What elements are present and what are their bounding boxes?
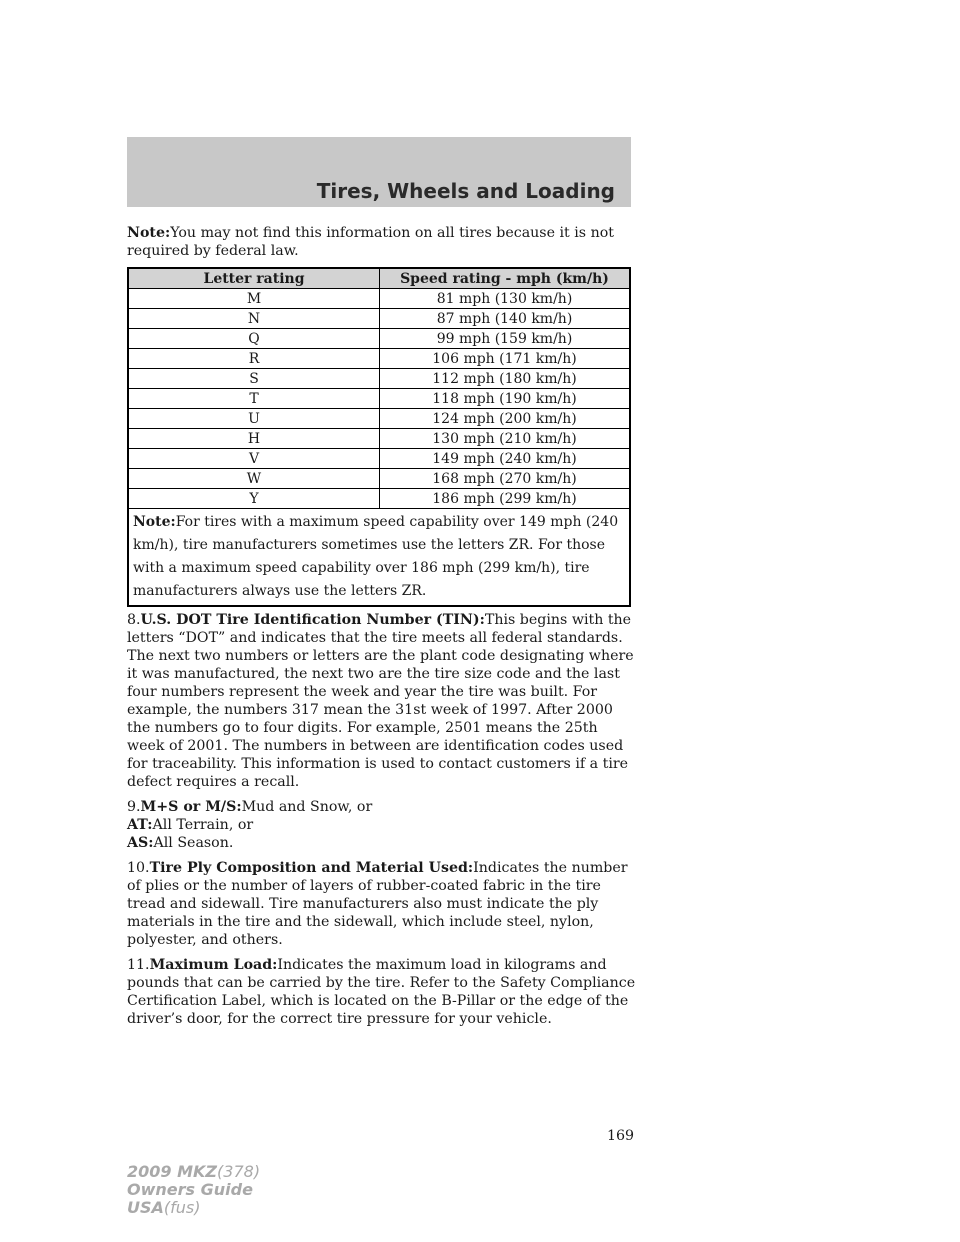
intro-note-label: Note: (127, 225, 171, 241)
page-content (127, 224, 637, 1035)
table-row (128, 429, 630, 449)
table-header-row (128, 268, 630, 289)
letter-cell: W (128, 469, 380, 489)
table-row (128, 469, 630, 489)
speed-cell: 168 mph (270 km/h) (380, 469, 631, 489)
footer-line-3 (127, 1199, 260, 1217)
speed-cell: 112 mph (180 km/h) (380, 369, 631, 389)
table-row (128, 389, 630, 409)
item-10 (127, 859, 637, 949)
letter-cell: V (128, 449, 380, 469)
speed-cell: 87 mph (140 km/h) (380, 309, 631, 329)
footer (127, 1163, 260, 1217)
item-9-at-text: All Terrain, or (152, 817, 254, 833)
letter-cell: Y (128, 489, 380, 509)
item-11-text: Indicates the maximum load in kilograms and pounds that can be carried by the tire. Refer to the Safety Compliance Certification Label, which is located on the B-Pillar or the edge of the driver’s door, for the correct tire pressure for your vehicle. (127, 957, 636, 1027)
speed-cell: 186 mph (299 km/h) (380, 489, 631, 509)
table-row (128, 329, 630, 349)
header-letter-rating: Letter rating (128, 268, 380, 289)
footer-model-code: (378) (217, 1162, 261, 1181)
speed-cell: 124 mph (200 km/h) (380, 409, 631, 429)
letter-cell: S (128, 369, 380, 389)
section-title: Tires, Wheels and Loading (316, 179, 615, 203)
item-8-text: This begins with the letters “DOT” and indicates that the tire meets all federal standards. The next two numbers or letters are the plant code designating where it was manufactured, the next two are the tire size code and the last four numbers represent the week and year the tire was built. For example, the numbers 317 mean the 31st week of 1997. After 2000 the numbers go to four digits. For example, 2501 means the 25th week of 2001. The numbers in between are identification codes used for traceability. This information is used to contact customers if a tire defect requires a recall. (127, 612, 634, 790)
footer-model: 2009 MKZ (127, 1162, 218, 1181)
intro-note-text: You may not find this information on all tires because it is not required by federal law. (127, 225, 614, 259)
letter-cell: U (128, 409, 380, 429)
item-9-at-title: AT: (127, 817, 153, 833)
item-9-ms-text: Mud and Snow, or (241, 799, 373, 815)
table-row (128, 349, 630, 369)
table-row (128, 489, 630, 509)
item-9-as-text: All Season. (153, 835, 234, 851)
item-8-number: 8. (127, 612, 141, 628)
letter-cell: M (128, 289, 380, 309)
footer-guide: Owners Guide (127, 1180, 253, 1199)
speed-cell: 149 mph (240 km/h) (380, 449, 631, 469)
speed-cell: 81 mph (130 km/h) (380, 289, 631, 309)
letter-cell: R (128, 349, 380, 369)
footer-market-code: (fus) (163, 1198, 201, 1217)
item-8-title: U.S. DOT Tire Identification Number (TIN): (140, 612, 485, 628)
table-row (128, 289, 630, 309)
item-10-text: Indicates the number of plies or the number of layers of rubber-coated fabric in the tire tread and sidewall. Tire manufacturers also must indicate the ply materials in the tire and the sidewall, which include steel, nylon, polyester, and others. (127, 860, 628, 948)
table-note-row (128, 509, 630, 607)
page-number: 169 (607, 1128, 635, 1144)
header-speed-rating: Speed rating - mph (km/h) (380, 268, 631, 289)
item-9-as-title: AS: (127, 835, 154, 851)
intro-note (127, 224, 637, 260)
table-note-text: For tires with a maximum speed capability over 149 mph (240 km/h), tire manufacturers sometimes use the letters ZR. For those with a maximum speed capability over 186 mph (299 km/h), tire manufacturers always use the letters ZR. (133, 514, 619, 599)
table-row (128, 409, 630, 429)
header-band (127, 137, 631, 207)
item-9-ms-title: M+S or M/S: (140, 799, 242, 815)
table-row (128, 309, 630, 329)
item-10-number: 10. (127, 860, 150, 876)
letter-cell: Q (128, 329, 380, 349)
letter-cell: H (128, 429, 380, 449)
item-11-title: Maximum Load: (149, 957, 278, 973)
speed-cell: 99 mph (159 km/h) (380, 329, 631, 349)
speed-cell: 118 mph (190 km/h) (380, 389, 631, 409)
speed-cell: 130 mph (210 km/h) (380, 429, 631, 449)
item-8 (127, 611, 637, 791)
speed-cell: 106 mph (171 km/h) (380, 349, 631, 369)
speed-rating-table (127, 267, 631, 607)
table-row (128, 449, 630, 469)
item-11 (127, 956, 637, 1028)
footer-line-1 (127, 1163, 260, 1181)
table-row (128, 369, 630, 389)
table-note-label: Note: (133, 514, 176, 530)
table-note (128, 509, 630, 607)
footer-market: USA (127, 1198, 164, 1217)
item-10-title: Tire Ply Composition and Material Used: (149, 860, 474, 876)
letter-cell: T (128, 389, 380, 409)
item-9-number: 9. (127, 799, 141, 815)
item-9 (127, 798, 637, 852)
item-11-number: 11. (127, 957, 150, 973)
letter-cell: N (128, 309, 380, 329)
